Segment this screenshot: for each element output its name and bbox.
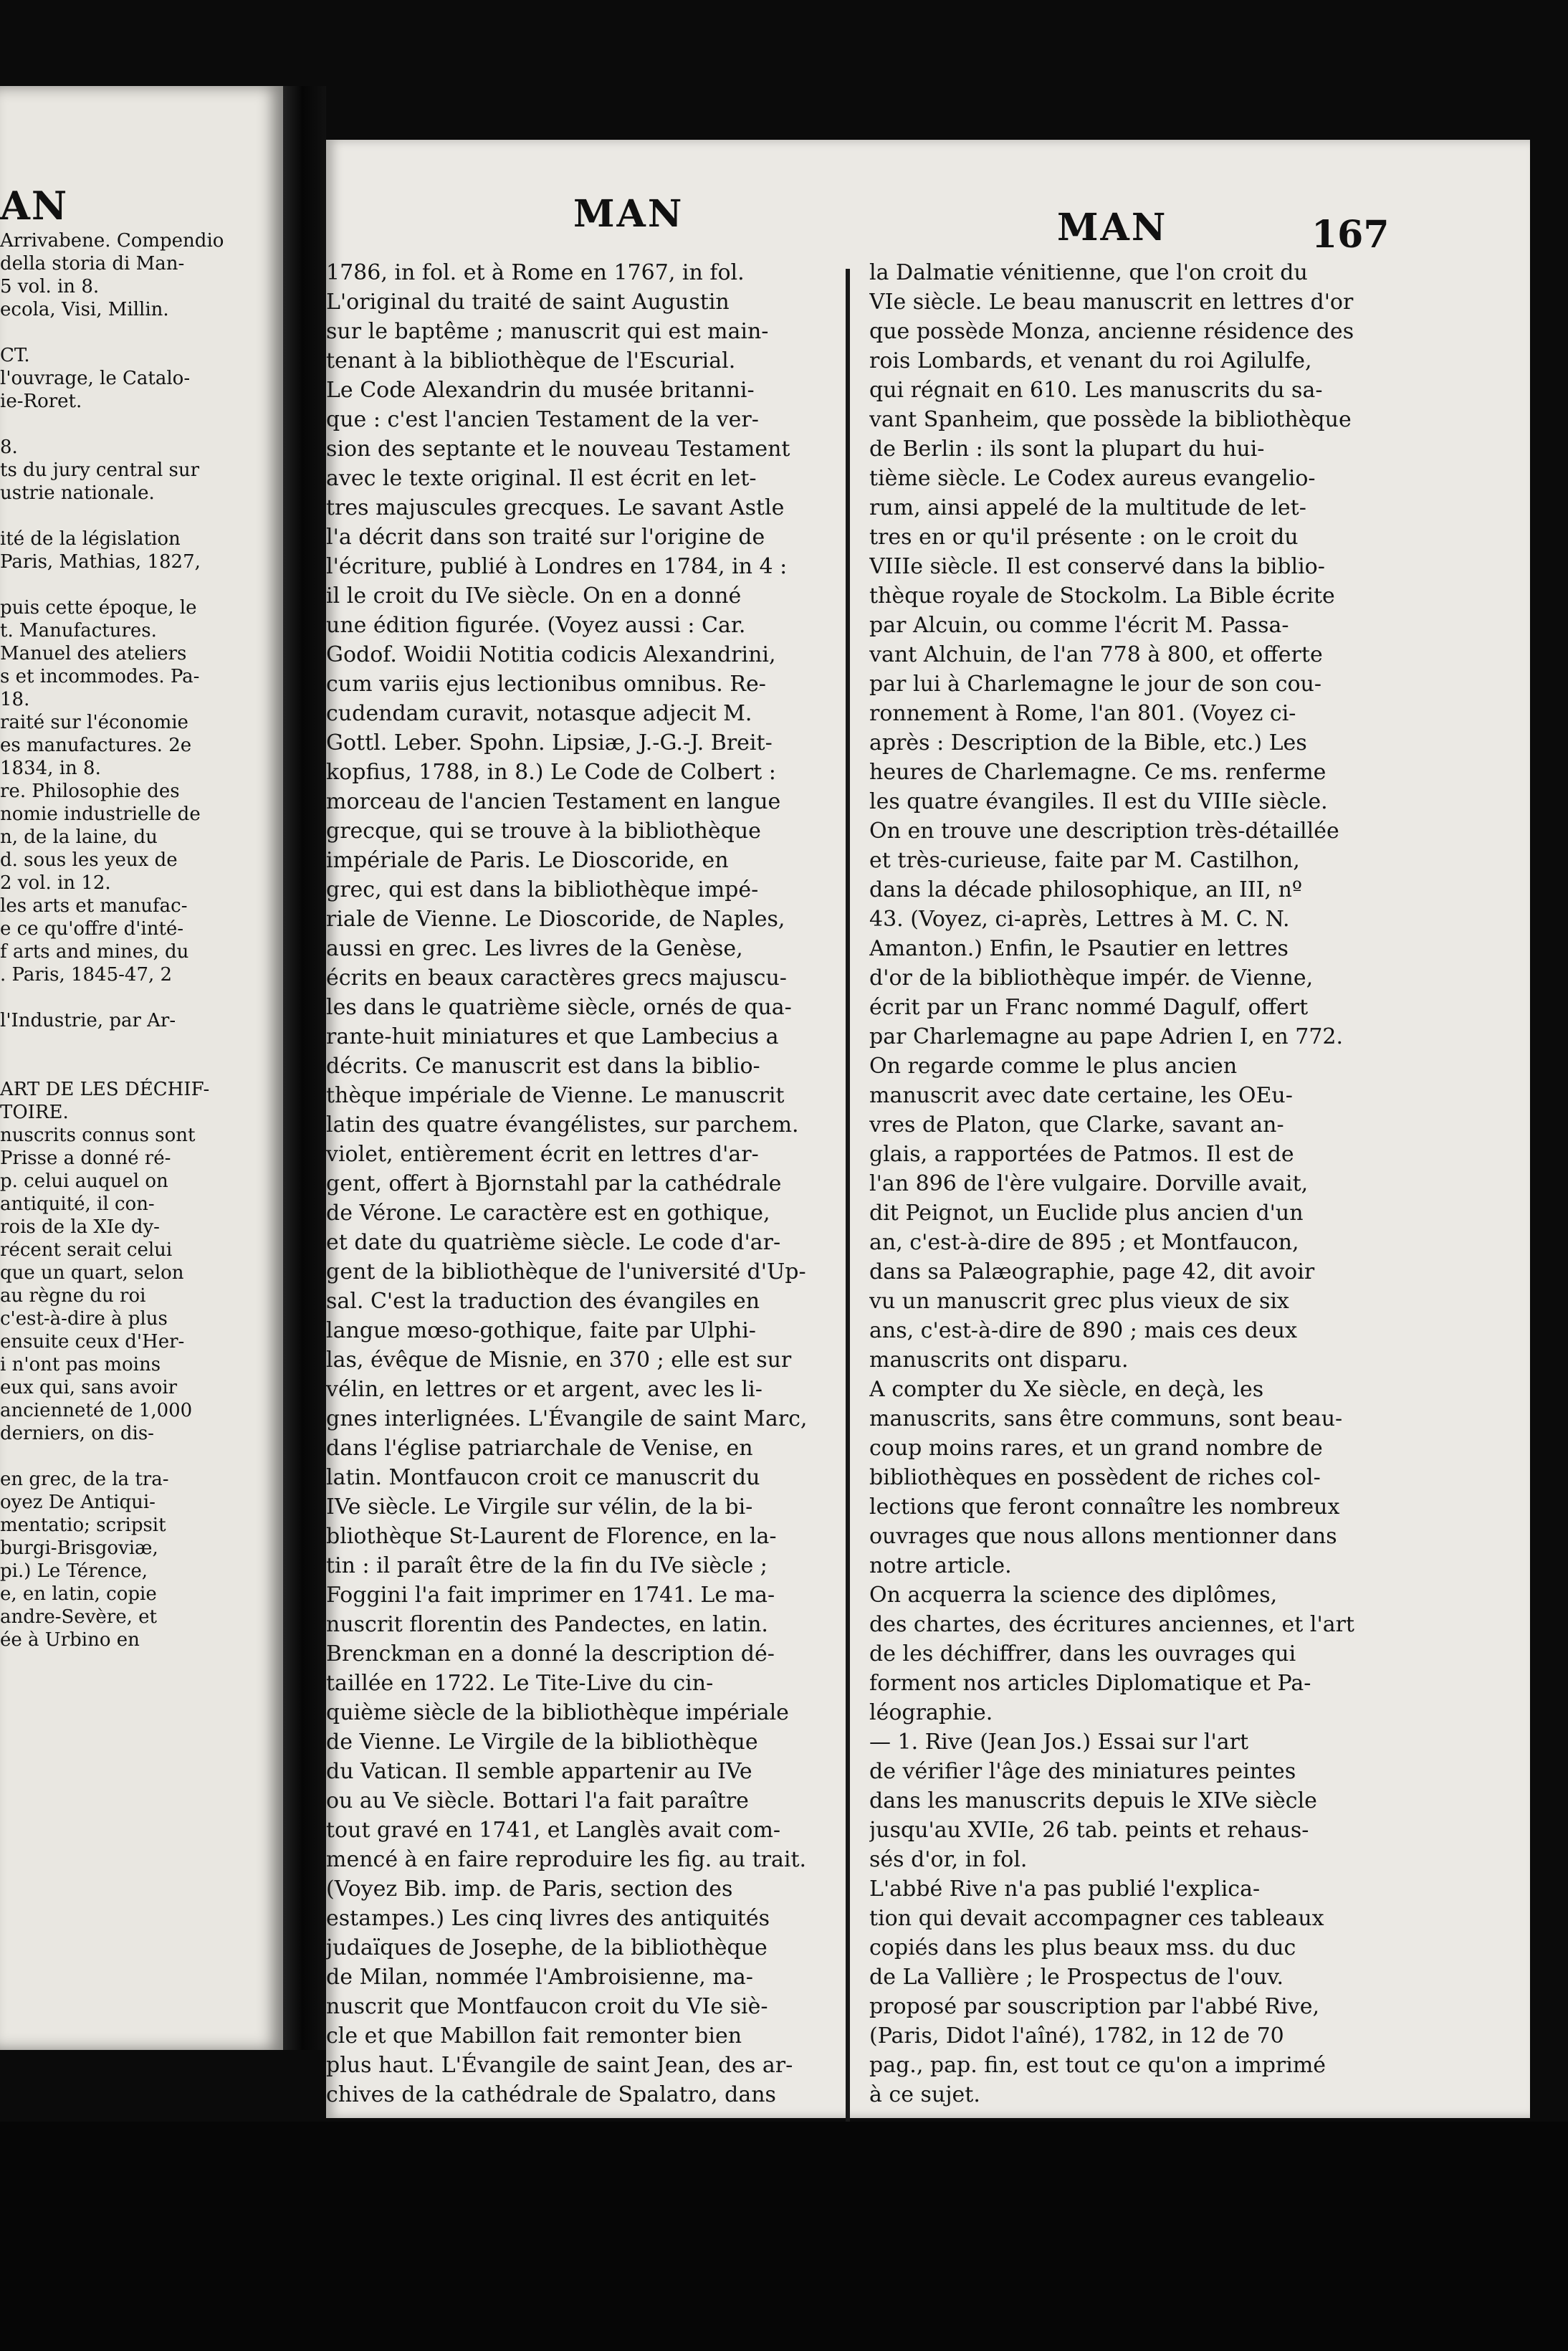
text-line: IVe siècle. Le Virgile sur vélin, de la bi- (326, 1494, 753, 1520)
text-line: par lui à Charlemagne le jour de son cou- (869, 672, 1322, 697)
text-line: manuscrits, sans être communs, sont beau- (869, 1406, 1343, 1431)
text-line: dans sa Palæographie, page 42, dit avoir (869, 1259, 1315, 1284)
left-page-text-line: l'Industrie, par Ar- (0, 1010, 176, 1031)
text-line: tième siècle. Le Codex aureus evangelio- (869, 466, 1316, 491)
running-header-right: MAN (1057, 206, 1168, 249)
text-line: latin. Montfaucon croit ce manuscrit du (326, 1465, 760, 1490)
left-page-text-line: oyez De Antiqui- (0, 1492, 156, 1513)
text-line: Brenckman en a donné la description dé- (326, 1641, 775, 1666)
text-line: gent, offert à Bjornstahl par la cathédrale (326, 1171, 782, 1196)
left-page-text-line: . Paris, 1845-47, 2 (0, 964, 173, 986)
text-line: thèque royale de Stockolm. La Bible écrite (869, 583, 1335, 609)
text-line: après : Description de la Bible, etc.) Les (869, 730, 1307, 755)
left-page-text-line: ART DE LES DÉCHIF- (0, 1079, 210, 1100)
text-line: de Vienne. Le Virgile de la bibliothèque (326, 1730, 758, 1755)
left-page-text-line: en grec, de la tra- (0, 1469, 169, 1490)
left-page-text-line (0, 986, 276, 1009)
text-line: bibliothèques en possèdent de riches col- (869, 1465, 1321, 1490)
text-line: tenant à la bibliothèque de l'Escurial. (326, 348, 736, 373)
text-line: plus haut. L'Évangile de saint Jean, des ar- (326, 2053, 793, 2078)
text-line: de Vérone. Le caractère est en gothique, (326, 1201, 770, 1226)
text-line: dans la décade philosophique, an III, nº (869, 877, 1302, 902)
left-page-text-line: ensuite ceux d'Her- (0, 1331, 185, 1353)
left-page-text-line: p. celui auquel on (0, 1170, 168, 1192)
text-line: an, c'est-à-dire de 895 ; et Montfaucon, (869, 1230, 1299, 1255)
text-line: vu un manuscrit grec plus vieux de six (869, 1289, 1289, 1314)
text-line: proposé par souscription par l'abbé Rive, (869, 1994, 1320, 2019)
text-line: de vérifier l'âge des miniatures peintes (869, 1759, 1296, 1784)
left-page-text-line: andre-Sevère, et (0, 1606, 157, 1628)
left-page-text-line: ité de la législation (0, 528, 181, 550)
left-page-text-line: t. Manufactures. (0, 620, 157, 642)
text-line: ou au Ve siècle. Bottari l'a fait paraître (326, 1788, 749, 1813)
text-line: rum, ainsi appelé de la multitude de let- (869, 495, 1306, 520)
left-page-text-line: d. sous les yeux de (0, 849, 178, 871)
text-line: vélin, en lettres or et argent, avec les li- (326, 1377, 763, 1402)
text-line: las, évêque de Misnie, en 370 ; elle est sur (326, 1348, 792, 1373)
text-line: manuscrit avec date certaine, les OEu- (869, 1083, 1293, 1108)
text-line: par Charlemagne au pape Adrien I, en 772. (869, 1024, 1344, 1049)
text-column-left (326, 258, 828, 2109)
text-line: On acquerra la science des diplômes, (869, 1583, 1278, 1608)
left-page-header: AN (0, 183, 69, 229)
left-page-text-line: les arts et manufac- (0, 895, 188, 917)
text-line: impériale de Paris. Le Dioscoride, en (326, 848, 729, 873)
running-header-left: MAN (573, 192, 684, 236)
left-page-body (0, 229, 276, 1651)
left-page-text-line: nuscrits connus sont (0, 1125, 196, 1146)
text-line: nuscrit que Montfaucon croit du VIe siè- (326, 1994, 768, 2019)
text-line: heures de Charlemagne. Ce ms. renferme (869, 760, 1326, 785)
text-line: (Paris, Didot l'aîné), 1782, in 12 de 70 (869, 2023, 1284, 2049)
text-line: vres de Platon, que Clarke, savant an- (869, 1112, 1284, 1138)
left-page-text-line: 8. (0, 437, 18, 458)
text-line: ronnement à Rome, l'an 801. (Voyez ci- (869, 701, 1296, 726)
text-line: manuscrits ont disparu. (869, 1348, 1129, 1373)
text-line: une édition figurée. (Voyez aussi : Car. (326, 613, 746, 638)
left-page-text-line: burgi-Brisgoviæ, (0, 1537, 158, 1559)
text-line: vant Spanheim, que possède la bibliothèque (869, 407, 1352, 432)
text-line: thèque impériale de Vienne. Le manuscrit (326, 1083, 785, 1108)
text-line: de Berlin : ils sont la plupart du hui- (869, 437, 1265, 462)
left-page-text-line (0, 1032, 276, 1055)
main-page (326, 140, 1530, 2118)
left-page-text-line: eux qui, sans avoir (0, 1377, 178, 1398)
text-line: jusqu'au XVIIe, 26 tab. peints et rehaus- (869, 1818, 1309, 1843)
text-line: violet, entièrement écrit en lettres d'ar- (326, 1142, 759, 1167)
text-line: ans, c'est-à-dire de 890 ; mais ces deux (869, 1318, 1297, 1343)
text-line: de La Vallière ; le Prospectus de l'ouv. (869, 1965, 1284, 1990)
left-page-text-line (0, 413, 276, 436)
text-line: latin des quatre évangélistes, sur parchem. (326, 1112, 799, 1138)
text-line: dit Peignot, un Euclide plus ancien d'un (869, 1201, 1304, 1226)
left-page-text-line: Prisse a donné ré- (0, 1148, 171, 1169)
text-line: cum variis ejus lectionibus omnibus. Re- (326, 672, 766, 697)
left-page-text-line: Arrivabene. Compendio (0, 230, 224, 252)
left-page-text-line (0, 505, 276, 528)
text-line: Amanton.) Enfin, le Psautier en lettres (869, 936, 1289, 961)
text-line: judaïques de Josephe, de la bibliothèque (326, 1935, 768, 1960)
text-line: l'écriture, publié à Londres en 1784, in 4 : (326, 554, 788, 579)
text-line: sion des septante et le nouveau Testament (326, 437, 790, 462)
left-page-text-line: ie-Roret. (0, 391, 82, 412)
left-page-text-line: mentatio; scripsit (0, 1515, 166, 1536)
left-page-text-line (0, 1445, 276, 1468)
left-page-text-line: c'est-à-dire à plus (0, 1308, 168, 1330)
text-line: à ce sujet. (869, 2082, 980, 2107)
text-line: et très-curieuse, faite par M. Castilhon, (869, 848, 1300, 873)
text-line: forment nos articles Diplomatique et Pa- (869, 1671, 1311, 1696)
left-page-text-line: f arts and mines, du (0, 941, 189, 963)
left-page-text-line (0, 573, 276, 596)
left-page-text-line: Paris, Mathias, 1827, (0, 551, 201, 573)
scan-bottom-margin (0, 2122, 1568, 2351)
text-line: les dans le quatrième siècle, ornés de qua- (326, 995, 792, 1020)
text-line: de Milan, nommée l'Ambroisienne, ma- (326, 1965, 753, 1990)
text-line: tres en or qu'il présente : on le croit du (869, 525, 1299, 550)
text-line: Godof. Woidii Notitia codicis Alexandrini, (326, 642, 776, 667)
book-gutter (283, 86, 326, 2050)
left-page-text-line: re. Philosophie des (0, 781, 180, 802)
text-line: L'original du traité de saint Augustin (326, 290, 730, 315)
text-line: 1786, in fol. et à Rome en 1767, in fol. (326, 260, 745, 285)
text-line: des chartes, des écritures anciennes, et l'art (869, 1612, 1354, 1637)
left-page-text-line: récent serait celui (0, 1239, 173, 1261)
left-page-text-line: es manufactures. 2e (0, 735, 192, 756)
text-line: Le Code Alexandrin du musée britanni- (326, 378, 755, 403)
left-page-text-line: pi.) Le Térence, (0, 1560, 148, 1582)
text-line: que possède Monza, ancienne résidence des (869, 319, 1354, 344)
column-divider (846, 269, 850, 2172)
text-line: cle et que Mabillon fait remonter bien (326, 2023, 742, 2049)
left-page-text-line: ée à Urbino en (0, 1629, 140, 1651)
left-page-text-line: ecola, Visi, Millin. (0, 299, 169, 320)
text-line: riale de Vienne. Le Dioscoride, de Naples, (326, 907, 785, 932)
left-page-text-line: Manuel des ateliers (0, 643, 187, 664)
text-line: tout gravé en 1741, et Langlès avait com- (326, 1818, 781, 1843)
text-line: par Alcuin, ou comme l'écrit M. Passa- (869, 613, 1289, 638)
text-line: sur le baptême ; manuscrit qui est main- (326, 319, 769, 344)
text-line: pag., pap. fin, est tout ce qu'on a imprimé (869, 2053, 1326, 2078)
text-line: les quatre évangiles. Il est du VIIIe siècle. (869, 789, 1328, 814)
text-line: léographie. (869, 1700, 993, 1725)
text-line: gent de la bibliothèque de l'université d'Up- (326, 1259, 806, 1284)
text-line: rante-huit miniatures et que Lambecius a (326, 1024, 779, 1049)
text-line: écrit par un Franc nommé Dagulf, offert (869, 995, 1309, 1020)
left-page-text-line: rois de la XIe dy- (0, 1216, 160, 1238)
text-line: tres majuscules grecques. Le savant Astle (326, 495, 785, 520)
left-page-text-line: l'ouvrage, le Catalo- (0, 368, 191, 389)
text-line: de les déchiffrer, dans les ouvrages qui (869, 1641, 1296, 1666)
left-page-text-line: e, en latin, copie (0, 1583, 157, 1605)
text-line: A compter du Xe siècle, en deçà, les (869, 1377, 1264, 1402)
text-line: 43. (Voyez, ci-après, Lettres à M. C. N. (869, 907, 1290, 932)
text-line: — 1. Rive (Jean Jos.) Essai sur l'art (869, 1730, 1249, 1755)
text-line: dans l'église patriarchale de Venise, en (326, 1436, 753, 1461)
previous-page-fragment (0, 86, 283, 2050)
text-line: lections que feront connaître les nombreux (869, 1494, 1340, 1520)
page-number: 167 (1311, 213, 1390, 257)
text-line: l'an 896 de l'ère vulgaire. Dorville avait, (869, 1171, 1309, 1196)
left-page-text-line: e ce qu'offre d'inté- (0, 918, 184, 940)
left-page-text-line: i n'ont pas moins (0, 1354, 161, 1375)
text-line: nuscrit florentin des Pandectes, en latin. (326, 1612, 768, 1637)
text-line: coup moins rares, et un grand nombre de (869, 1436, 1323, 1461)
text-line: dans les manuscrits depuis le XIVe siècle (869, 1788, 1317, 1813)
text-line: VIe siècle. Le beau manuscrit en lettres d'or (869, 290, 1354, 315)
text-line: VIIIe siècle. Il est conservé dans la biblio- (869, 554, 1325, 579)
text-line: On en trouve une description très-détaillée (869, 819, 1339, 844)
text-line: l'a décrit dans son traité sur l'origine de (326, 525, 765, 550)
text-line: bliothèque St-Laurent de Florence, en la- (326, 1524, 777, 1549)
left-page-text-line: s et incommodes. Pa- (0, 666, 200, 687)
left-page-text-line: TOIRE. (0, 1102, 69, 1123)
left-page-text-line: que un quart, selon (0, 1262, 184, 1284)
left-page-text-line: ustrie nationale. (0, 482, 155, 504)
text-line: Gottl. Leber. Spohn. Lipsiæ, J.-G.-J. Breit- (326, 730, 773, 755)
left-page-text-line: raité sur l'économie (0, 712, 188, 733)
text-line: sal. C'est la traduction des évangiles en (326, 1289, 760, 1314)
text-line: écrits en beaux caractères grecs majuscu- (326, 965, 787, 991)
text-line: avec le texte original. Il est écrit en let- (326, 466, 757, 491)
text-line: vant Alchuin, de l'an 778 à 800, et offerte (869, 642, 1323, 667)
text-column-right (869, 258, 1371, 2109)
text-line: copiés dans les plus beaux mss. du duc (869, 1935, 1296, 1960)
left-page-text-line: nomie industrielle de (0, 803, 201, 825)
text-line: langue mœso-gothique, faite par Ulphi- (326, 1318, 756, 1343)
left-page-text-line: au règne du roi (0, 1285, 146, 1307)
text-line: tin : il paraît être de la fin du IVe siècle ; (326, 1553, 768, 1578)
text-line: On regarde comme le plus ancien (869, 1054, 1238, 1079)
text-line: rois Lombards, et venant du roi Agilulfe, (869, 348, 1312, 373)
text-line: morceau de l'ancien Testament en langue (326, 789, 781, 814)
text-line: la Dalmatie vénitienne, que l'on croit du (869, 260, 1308, 285)
left-page-text-line: 1834, in 8. (0, 758, 101, 779)
text-line: il le croit du IVe siècle. On en a donné (326, 583, 742, 609)
text-line: sés d'or, in fol. (869, 1847, 1028, 1872)
left-page-text-line: antiquité, il con- (0, 1193, 155, 1215)
left-page-text-line: della storia di Man- (0, 253, 185, 275)
left-page-text-line: ts du jury central sur (0, 459, 200, 481)
text-line: L'abbé Rive n'a pas publié l'explica- (869, 1876, 1261, 1902)
left-page-text-line: CT. (0, 345, 30, 366)
text-line: d'or de la bibliothèque impér. de Vienne, (869, 965, 1314, 991)
text-line: taillée en 1722. Le Tite-Live du cin- (326, 1671, 714, 1696)
text-line: cudendam curavit, notasque adjecit M. (326, 701, 752, 726)
left-page-text-line: derniers, on dis- (0, 1423, 154, 1444)
text-line: mencé à en faire reproduire les fig. au trait. (326, 1847, 807, 1872)
text-line: estampes.) Les cinq livres des antiquités (326, 1906, 770, 1931)
text-line: grecque, qui se trouve à la bibliothèque (326, 819, 761, 844)
text-line: Foggini l'a fait imprimer en 1741. Le ma- (326, 1583, 775, 1608)
left-page-text-line: puis cette époque, le (0, 597, 197, 619)
text-line: notre article. (869, 1553, 1012, 1578)
text-line: (Voyez Bib. imp. de Paris, section des (326, 1876, 733, 1902)
left-page-text-line (0, 321, 276, 344)
text-line: du Vatican. Il semble appartenir au IVe (326, 1759, 752, 1784)
left-page-text-line: 2 vol. in 12. (0, 872, 111, 894)
text-line: que : c'est l'ancien Testament de la ver- (326, 407, 759, 432)
left-page-text-line: 5 vol. in 8. (0, 276, 100, 297)
text-line: aussi en grec. Les livres de la Genèse, (326, 936, 743, 961)
text-line: chives de la cathédrale de Spalatro, dans (326, 2082, 776, 2107)
text-line: ouvrages que nous allons mentionner dans (869, 1524, 1337, 1549)
left-page-text-line: n, de la laine, du (0, 826, 158, 848)
text-line: kopfius, 1788, in 8.) Le Code de Colbert : (326, 760, 776, 785)
text-line: et date du quatrième siècle. Le code d'ar- (326, 1230, 781, 1255)
text-line: glais, a rapportées de Patmos. Il est de (869, 1142, 1294, 1167)
text-line: gnes interlignées. L'Évangile de saint Marc, (326, 1406, 808, 1431)
left-page-text-line (0, 1055, 276, 1078)
text-line: grec, qui est dans la bibliothèque impé- (326, 877, 759, 902)
left-page-text-line: 18. (0, 689, 30, 710)
text-line: quième siècle de la bibliothèque impériale (326, 1700, 789, 1725)
left-page-text-line: ancienneté de 1,000 (0, 1400, 193, 1421)
text-line: qui régnait en 610. Les manuscrits du sa- (869, 378, 1323, 403)
text-line: décrits. Ce manuscrit est dans la biblio- (326, 1054, 760, 1079)
text-line: tion qui devait accompagner ces tableaux (869, 1906, 1324, 1931)
